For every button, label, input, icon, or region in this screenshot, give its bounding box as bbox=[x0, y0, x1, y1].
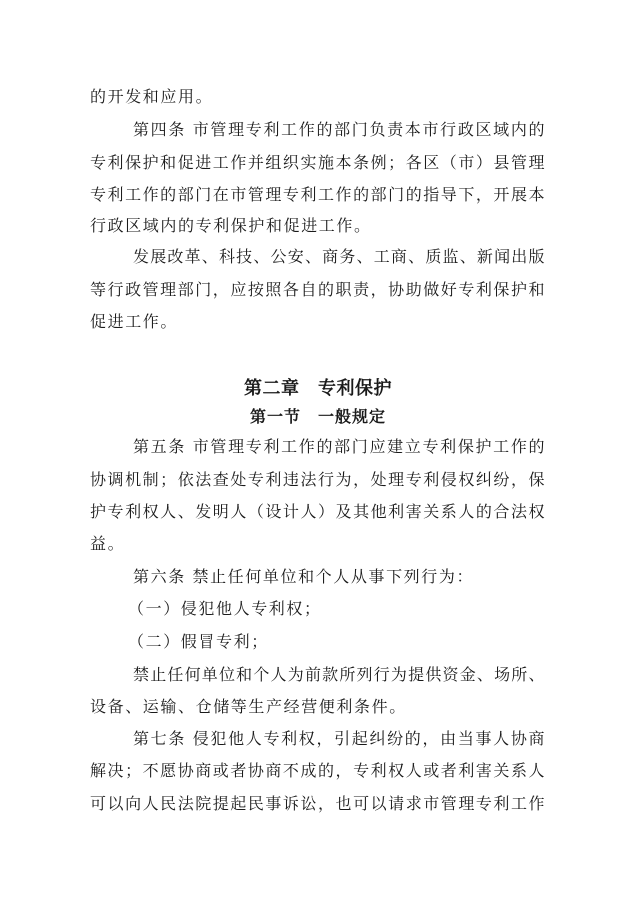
paragraph-line: 的开发和应用。 bbox=[90, 87, 214, 106]
paragraph-line: 设备、运输、仓储等生产经营便利条件。 bbox=[90, 697, 407, 716]
paragraph-line: 专利工作的部门在市管理专利工作的部门的指导下，开展本 bbox=[90, 185, 545, 204]
paragraph-line: 解决；不愿协商或者协商不成的，专利权人或者利害关系人 bbox=[90, 761, 545, 780]
article-4-line: 第四条 市管理专利工作的部门负责本市行政区域内的 bbox=[133, 120, 545, 139]
article-5-line: 第五条 市管理专利工作的部门应建立专利保护工作的 bbox=[133, 437, 545, 456]
list-item: （二）假冒专利； bbox=[128, 632, 269, 651]
paragraph-line: 益。 bbox=[90, 534, 126, 553]
paragraph-line: 护专利权人、发明人（设计人）及其他利害关系人的合法权 bbox=[90, 502, 545, 521]
paragraph-line: 可以向人民法院提起民事诉讼，也可以请求市管理专利工作 bbox=[90, 794, 545, 813]
list-item: （一）侵犯他人专利权； bbox=[128, 599, 322, 618]
chapter-title: 第二章 专利保护 bbox=[244, 378, 392, 399]
article-6-line: 第六条 禁止任何单位和个人从事下列行为： bbox=[133, 567, 475, 586]
paragraph-line: 等行政管理部门，应按照各自的职责，协助做好专利保护和 bbox=[90, 280, 545, 299]
paragraph-line: 协调机制；依法查处专利违法行为，处理专利侵权纠纷，保 bbox=[90, 470, 545, 489]
paragraph-line: 发展改革、科技、公安、商务、工商、质监、新闻出版 bbox=[133, 247, 545, 266]
paragraph-line: 禁止任何单位和个人为前款所列行为提供资金、场所、 bbox=[133, 665, 545, 684]
article-7-line: 第七条 侵犯他人专利权，引起纠纷的，由当事人协商 bbox=[133, 729, 545, 748]
paragraph-line: 专利保护和促进工作并组织实施本条例；各区（市）县管理 bbox=[90, 153, 545, 172]
section-title: 第一节 一般规定 bbox=[249, 407, 386, 426]
paragraph-line: 行政区域内的专利保护和促进工作。 bbox=[90, 216, 372, 235]
paragraph-line: 促进工作。 bbox=[90, 312, 179, 331]
